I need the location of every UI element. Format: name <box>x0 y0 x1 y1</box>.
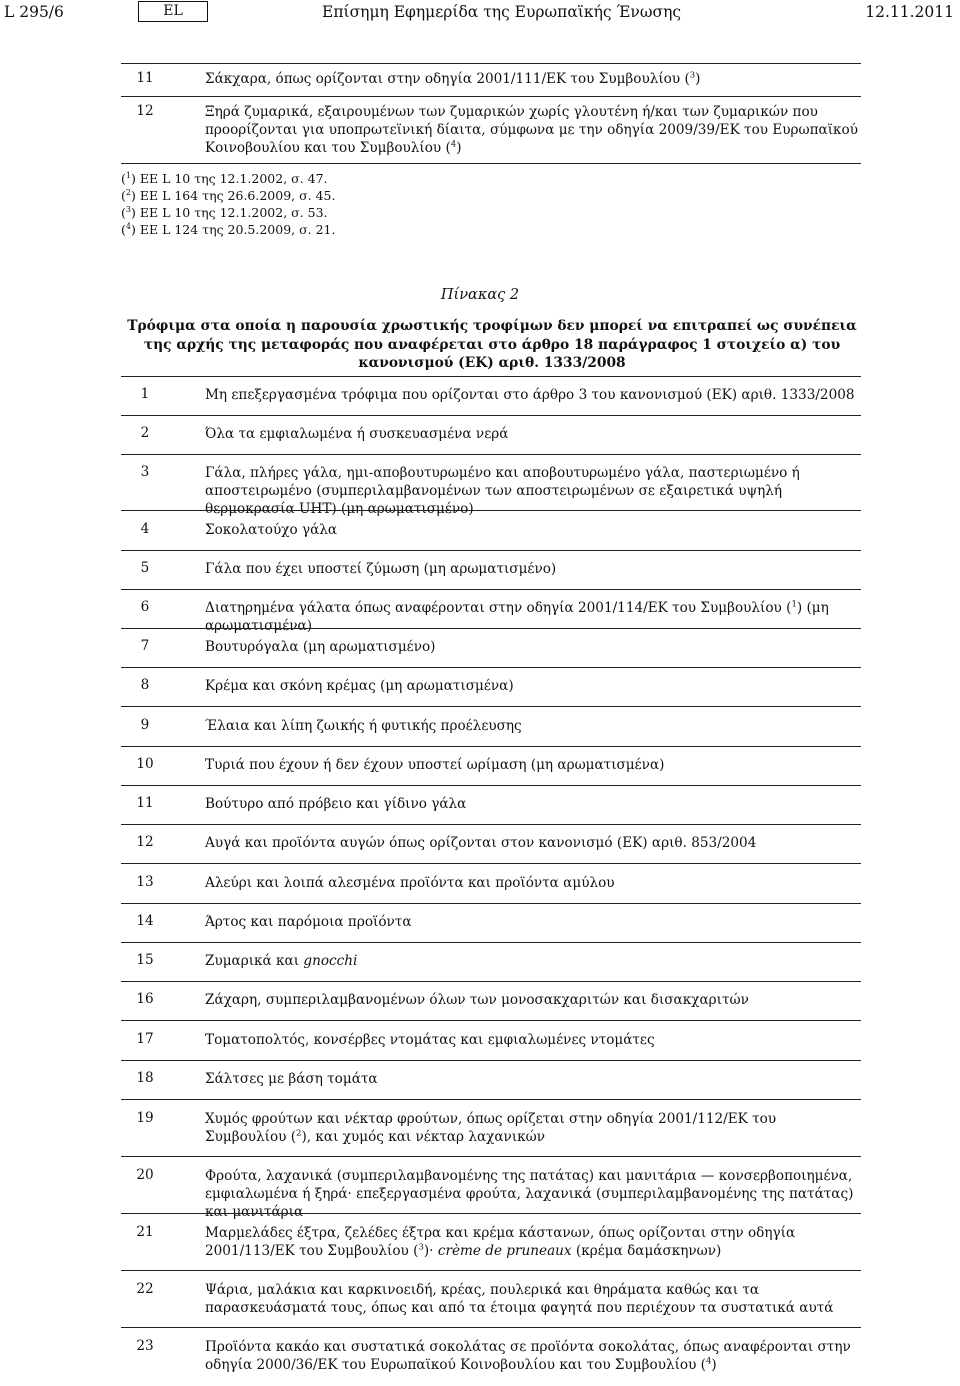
table-rule <box>121 96 861 97</box>
row-number: 8 <box>140 677 150 693</box>
row-number: 19 <box>136 1110 154 1126</box>
row-number: 16 <box>136 991 154 1007</box>
table-rule <box>121 863 861 864</box>
table-rule <box>121 510 861 511</box>
table-rule <box>121 376 861 377</box>
row-number: 17 <box>136 1031 154 1047</box>
table-rule <box>121 1020 861 1021</box>
row-text: Φρούτα, λαχανικά (συμπεριλαμβανομένης της πατάτας) και μανιτάρια — κονσερβοποιημένα, εμφιαλωμένα ή ξηρά· επεξεργασμένα φρούτα, λαχανικά (συμπεριλαμβανομένης της πατάτας) και μανιτάρια <box>205 1168 854 1220</box>
footnote: ($^1$) ΕΕ L 10 της 12.1.2002, σ. 47. <box>121 170 328 186</box>
table-rule <box>121 1270 861 1271</box>
table-rule <box>121 824 861 825</box>
row-number: 6 <box>140 599 150 615</box>
table-rule <box>121 746 861 747</box>
row-number: 5 <box>140 560 150 576</box>
table-rule <box>121 415 861 416</box>
row-number: 21 <box>136 1224 154 1240</box>
row-number: 9 <box>140 717 150 733</box>
row-text: Σάκχαρα, όπως ορίζονται στην οδηγία 2001/111/ΕΚ του Συμβουλίου ($^3$) <box>205 70 701 87</box>
table-rule <box>121 1213 861 1214</box>
table-rule <box>121 667 861 668</box>
row-text: Μη επεξεργασμένα τρόφιμα που ορίζονται στο άρθρο 3 του κανονισμού (ΕΚ) αριθ. 1333/2008 <box>205 387 855 403</box>
row-number: 11 <box>136 795 154 811</box>
row-number: 12 <box>136 103 154 119</box>
table-rule <box>121 63 861 64</box>
row-text: Γάλα, πλήρες γάλα, ημι-αποβουτυρωμένο και αποβουτυρωμένο γάλα, παστεριωμένο ή αποστειρωμένο (συμπεριλαμβανομένων των αποστειρωμένων σε εξαιρετικά υψηλή θερμοκρασία UHT) (μη αρωματισμένο) <box>205 465 800 517</box>
table-rule <box>121 1156 861 1157</box>
footnote: ($^3$) ΕΕ L 10 της 12.1.2002, σ. 53. <box>121 204 328 220</box>
row-number: 7 <box>140 638 150 654</box>
row-text: Γάλα που έχει υποστεί ζύμωση (μη αρωματισμένο) <box>205 561 557 577</box>
table-rule <box>121 1060 861 1061</box>
row-text: Κρέμα και σκόνη κρέμας (μη αρωματισμένα) <box>205 678 514 694</box>
issue-date: 12.11.2011 <box>865 3 954 21</box>
table-rule <box>121 1327 861 1328</box>
row-text: Αυγά και προϊόντα αυγών όπως ορίζονται στον κανονισμό (ΕΚ) αριθ. 853/2004 <box>205 835 757 851</box>
row-number: 14 <box>136 913 154 929</box>
row-text: Όλα τα εμφιαλωμένα ή συσκευασμένα νερά <box>205 426 509 442</box>
row-number: 1 <box>140 386 150 402</box>
row-number: 20 <box>136 1167 154 1183</box>
row-text: Μαρμελάδες έξτρα, ζελέδες έξτρα και κρέμα κάστανων, όπως ορίζονται στην οδηγία 2001/113/ΕΚ του Συμβουλίου ($^3$)· crème de pruneaux (κρέμα δαμάσκηνων) <box>205 1225 796 1259</box>
table-rule <box>121 942 861 943</box>
row-text: Έλαια και λίπη ζωικής ή φυτικής προέλευσης <box>205 718 522 734</box>
table-rule <box>121 706 861 707</box>
table-rule <box>121 454 861 455</box>
row-number: 18 <box>136 1070 154 1086</box>
row-text: Ψάρια, μαλάκια και καρκινοειδή, κρέας, πουλερικά και θηράματα καθώς και τα παρασκευάσματά τους, όπως και από τα έτοιμα φαγητά που περιέχουν τα συστατικά αυτά <box>205 1282 834 1316</box>
row-number: 12 <box>136 834 154 850</box>
row-number: 3 <box>140 464 150 480</box>
table-title: Τρόφιμα στα οποία η παρουσία χρωστικής τροφίμων δεν μπορεί να επιτραπεί ως συνέπεια της αρχής της μεταφοράς που αναφέρεται στο άρθρο 18 παράγραφος 1 στοιχείο α) του κανονισμού (ΕΚ) αριθ. 1333/2008 <box>127 318 857 371</box>
table-rule <box>121 163 861 164</box>
row-text: Τοματοπολτός, κονσέρβες ντομάτας και εμφιαλωμένες ντομάτες <box>205 1032 655 1048</box>
journal-title: Επίσημη Εφημερίδα της Ευρωπαϊκής Ένωσης <box>322 3 682 21</box>
table-rule <box>121 1099 861 1100</box>
row-text: Σοκολατούχο γάλα <box>205 522 338 538</box>
row-number: 11 <box>136 70 154 86</box>
row-text: Βουτυρόγαλα (μη αρωματισμένο) <box>205 639 436 655</box>
row-text: Ξηρά ζυμαρικά, εξαιρουμένων των ζυμαρικών χωρίς γλουτένη ή/και των ζυμαρικών που προορίζονται για υποπρωτεϊνική δίαιτα, σύμφωνα με την οδηγία 2009/39/ΕΚ του Ευρωπαϊκού Κοινοβουλίου και του Συμβουλίου ($^4$) <box>205 104 858 156</box>
table-rule <box>121 981 861 982</box>
table-rule <box>121 589 861 590</box>
row-text: Τυριά που έχουν ή δεν έχουν υποστεί ωρίμαση (μη αρωματισμένα) <box>205 757 665 773</box>
row-number: 23 <box>136 1338 154 1354</box>
language-code-box: EL <box>138 1 208 22</box>
footnote: ($^2$) ΕΕ L 164 της 26.6.2009, σ. 45. <box>121 187 336 203</box>
row-number: 2 <box>140 425 150 441</box>
table-rule <box>121 550 861 551</box>
page-header <box>0 0 960 30</box>
row-text: Διατηρημένα γάλατα όπως αναφέρονται στην οδηγία 2001/114/ΕΚ του Συμβουλίου ($^1$) (μη αρωματισμένα) <box>205 599 829 634</box>
row-text: Προϊόντα κακάο και συστατικά σοκολάτας σε προϊόντα σοκολάτας, όπως αναφέρονται στην οδηγία 2000/36/ΕΚ του Ευρωπαϊκού Κοινοβουλίου και του Συμβουλίου ($^4$) <box>205 1339 851 1373</box>
table-rule <box>121 903 861 904</box>
row-number: 13 <box>136 874 154 890</box>
row-number: 15 <box>136 952 154 968</box>
table-caption: Πίνακας 2 <box>440 287 520 303</box>
table-rule <box>121 628 861 629</box>
row-text: Χυμός φρούτων και νέκταρ φρούτων, όπως ορίζεται στην οδηγία 2001/112/ΕΚ του Συμβουλίου ($^2$), και χυμός και νέκταρ λαχανικών <box>205 1111 777 1145</box>
table-rule <box>121 785 861 786</box>
row-text: Σάλτσες με βάση τομάτα <box>205 1071 378 1087</box>
page-reference: L 295/6 <box>4 3 64 21</box>
row-number: 10 <box>136 756 154 772</box>
row-text: Άρτος και παρόμοια προϊόντα <box>205 914 412 930</box>
row-number: 4 <box>140 521 150 537</box>
row-text: Αλεύρι και λοιπά αλεσμένα προϊόντα και προϊόντα αμύλου <box>205 875 615 891</box>
row-text: Ζάχαρη, συμπεριλαμβανομένων όλων των μονοσακχαριτών και δισακχαριτών <box>205 992 749 1008</box>
row-text: Ζυμαρικά και gnocchi <box>205 953 358 969</box>
row-number: 22 <box>136 1281 154 1297</box>
footnote: ($^4$) ΕΕ L 124 της 20.5.2009, σ. 21. <box>121 221 336 237</box>
row-text: Βούτυρο από πρόβειο και γίδινο γάλα <box>205 796 467 812</box>
